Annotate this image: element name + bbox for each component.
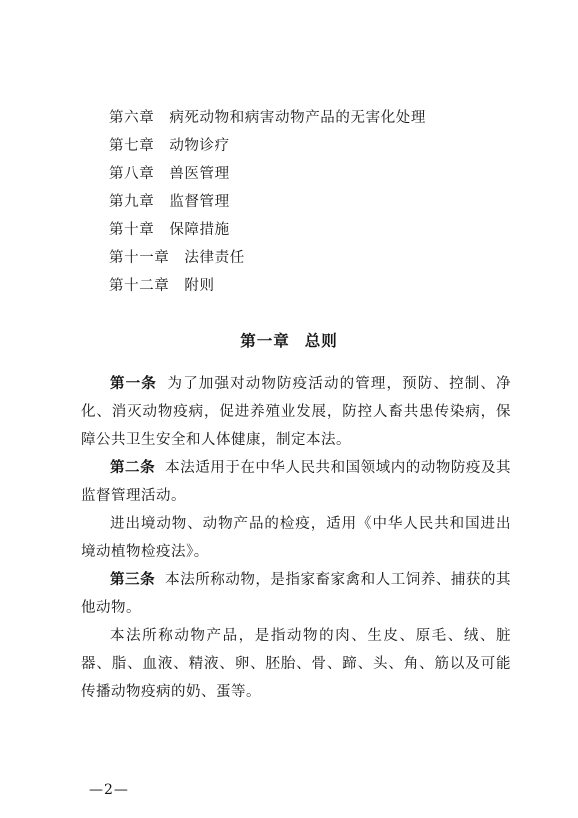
paragraph-text: 本法所称动物，是指家畜家禽和人工饲养、捕获的其他动物。 xyxy=(81,572,512,616)
toc-chapter-title: 保障措施 xyxy=(169,222,230,238)
toc-chapter-title: 兽医管理 xyxy=(169,166,230,182)
toc-chapter-number: 第十一章 xyxy=(109,250,170,266)
toc-chapter-number: 第十章 xyxy=(109,222,155,238)
paragraph xyxy=(81,622,511,706)
paragraph-text: 进出境动物、动物产品的检疫，适用《中华人民共和国进出境动植物检疫法》。 xyxy=(81,516,511,560)
article-number: 第三条 xyxy=(110,572,156,588)
paragraph-text: 本法适用于在中华人民共和国领域内的动物防疫及其监督管理活动。 xyxy=(81,460,512,504)
toc-item xyxy=(109,160,426,188)
chapter-number: 第一章 xyxy=(240,332,290,350)
toc-chapter-title: 病死动物和病害动物产品的无害化处理 xyxy=(169,110,427,126)
article-number: 第二条 xyxy=(110,460,156,476)
toc-chapter-title: 附则 xyxy=(184,278,215,294)
toc-chapter-title: 监督管理 xyxy=(169,194,230,210)
toc-item xyxy=(109,132,426,160)
toc-chapter-title: 动物诊疗 xyxy=(169,138,230,154)
toc-item xyxy=(109,216,426,244)
chapter-title: 总则 xyxy=(304,332,338,350)
paragraph xyxy=(81,510,511,566)
paragraph-text: 本法所称动物产品，是指动物的肉、生皮、原毛、绒、脏器、脂、血液、精液、卵、胚胎、骨、蹄、头、角、筋以及可能传播动物疫病的奶、蛋等。 xyxy=(81,628,511,700)
article-paragraph xyxy=(81,566,511,622)
toc-chapter-number: 第六章 xyxy=(109,110,155,126)
article-paragraph xyxy=(81,454,511,510)
toc-item xyxy=(109,272,426,300)
toc-item xyxy=(109,188,426,216)
table-of-contents xyxy=(109,104,426,300)
toc-chapter-title: 法律责任 xyxy=(184,250,245,266)
article-number: 第一条 xyxy=(110,376,157,392)
toc-item xyxy=(109,104,426,132)
paragraph-text: 为了加强对动物防疫活动的管理，预防、控制、净化、消灭动物疫病，促进养殖业发展，防控人畜共患传染病，保障公共卫生安全和人体健康，制定本法。 xyxy=(81,376,511,448)
page-number: —2— xyxy=(89,782,129,798)
toc-chapter-number: 第十二章 xyxy=(109,278,170,294)
toc-item xyxy=(109,244,426,272)
toc-chapter-number: 第七章 xyxy=(109,138,155,154)
article-paragraph xyxy=(81,370,511,454)
toc-chapter-number: 第八章 xyxy=(109,166,155,182)
chapter-heading xyxy=(0,326,578,356)
body-text xyxy=(81,370,511,706)
toc-chapter-number: 第九章 xyxy=(109,194,155,210)
